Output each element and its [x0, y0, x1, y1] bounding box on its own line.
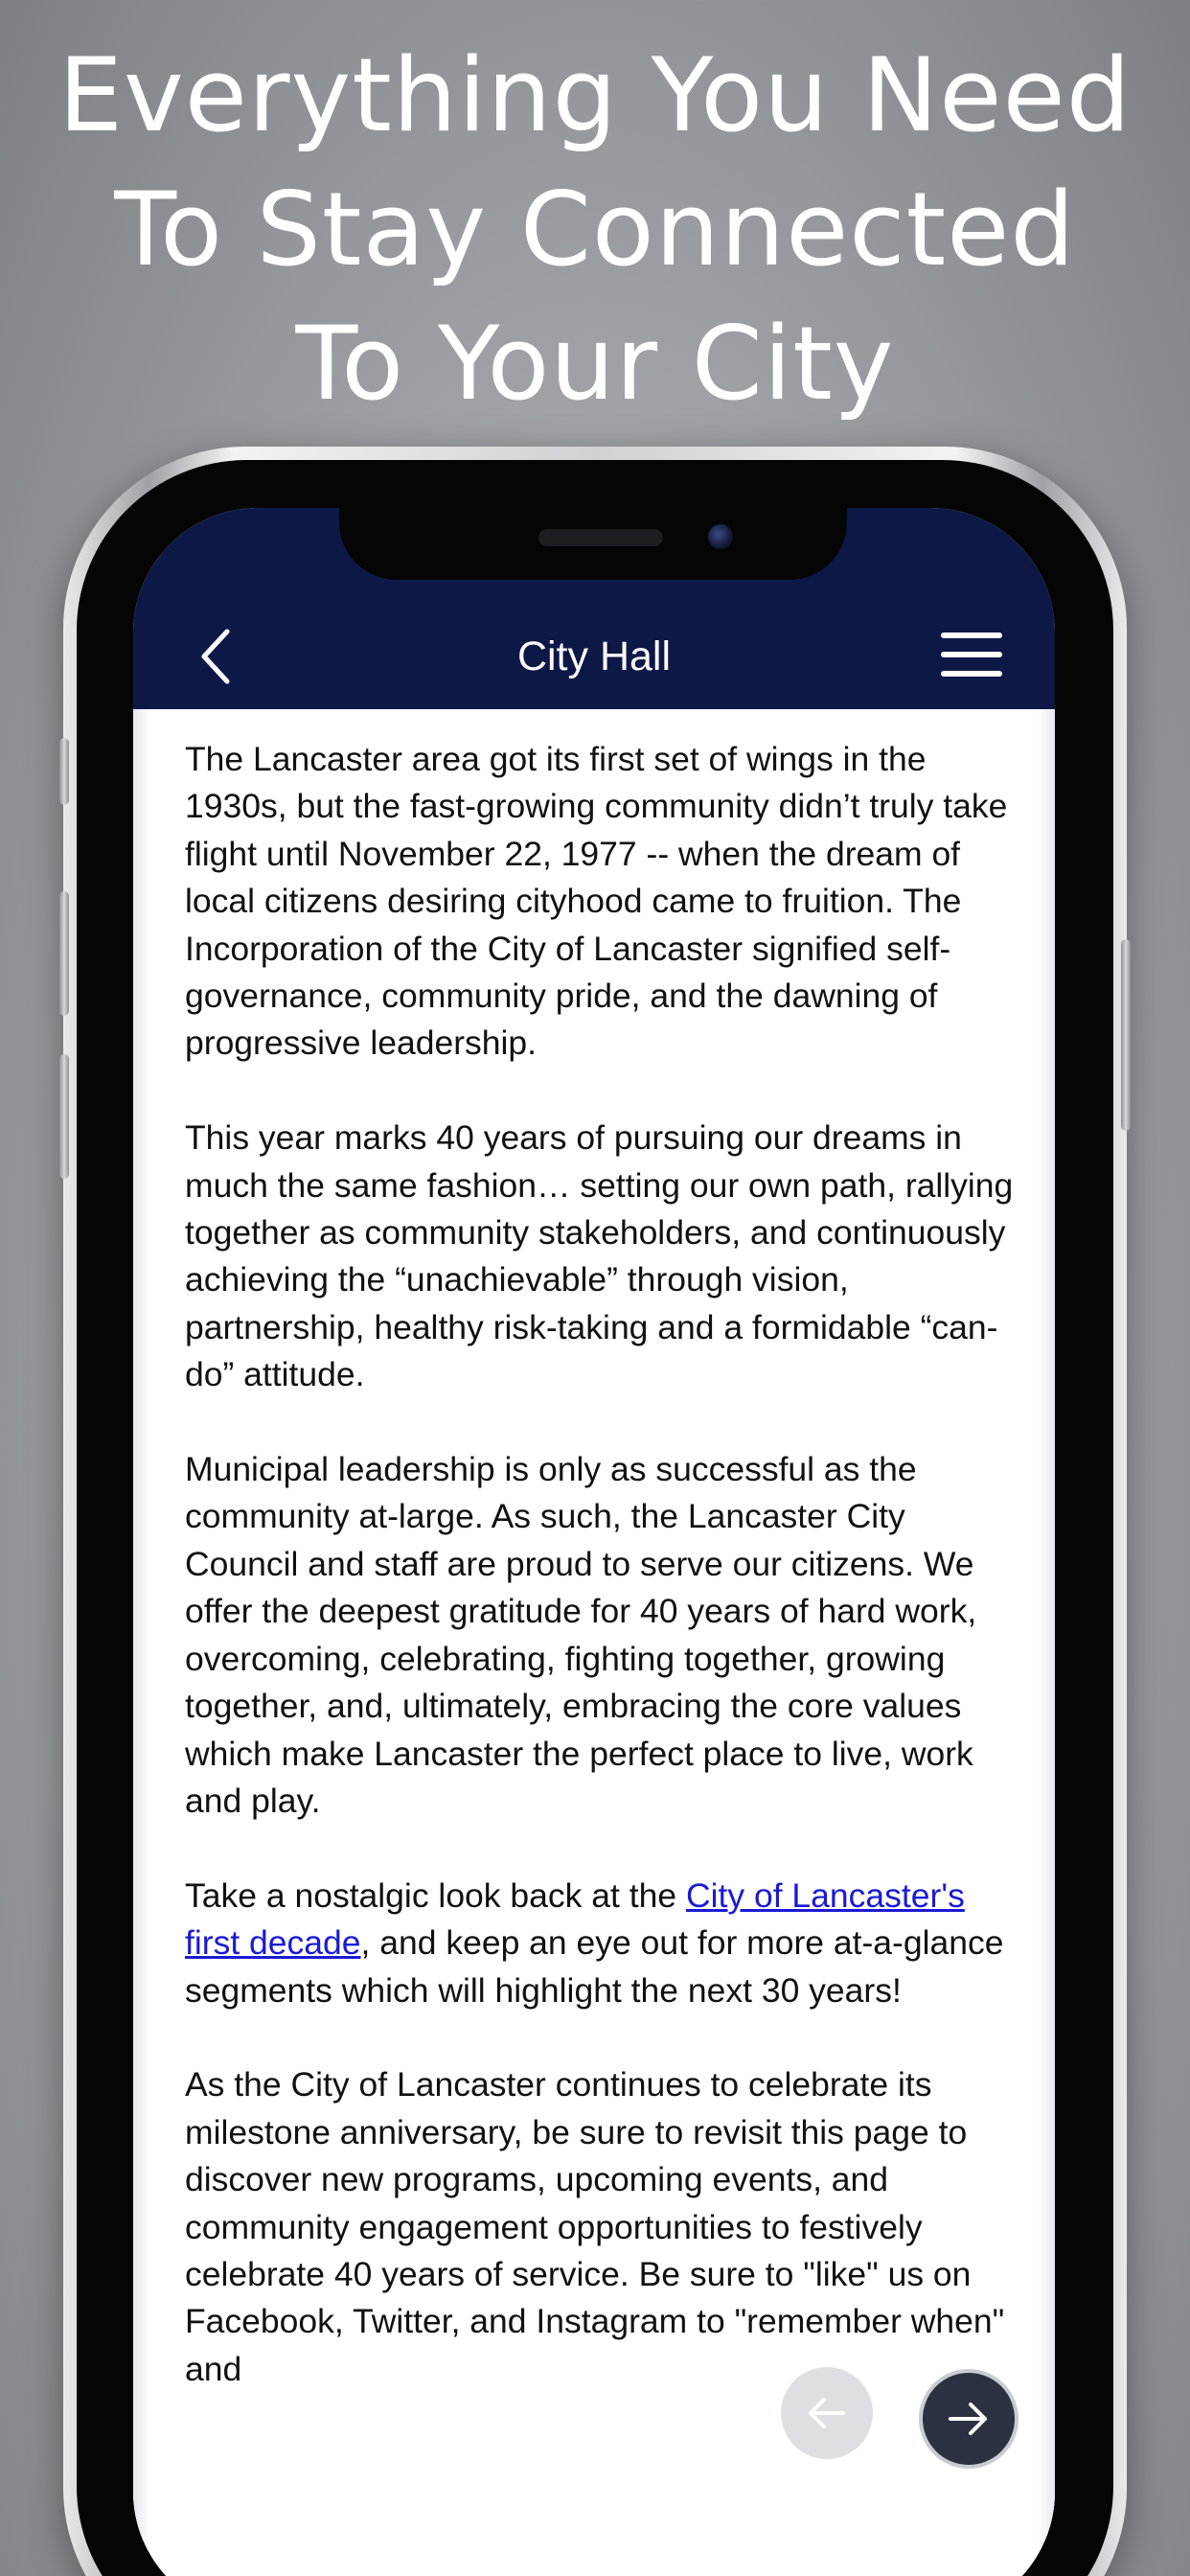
- phone-screen: [133, 508, 1055, 2576]
- article-content[interactable]: [133, 709, 1055, 2576]
- menu-button[interactable]: [941, 629, 1004, 682]
- front-camera: [708, 524, 733, 549]
- first-decade-link[interactable]: City of Lancaster's first decade: [185, 1875, 965, 1963]
- article-paragraph-5: As the City of Lancaster continues to celebrate its milestone anniversary, be sure to revisit this page to discover new programs, upcoming events, and community engagement opportunities to festively celebrate 40 years of service. Be sure to "like" us on Facebook, Twitter, and Instagram to "remember when" and: [185, 2065, 1005, 2388]
- content-left-edge: [133, 709, 150, 2576]
- phone-notch: [339, 508, 847, 580]
- phone-silent-switch: [59, 738, 69, 805]
- arrow-left-icon: [803, 2389, 851, 2437]
- article-paragraph-2: This year marks 40 years of pursuing our dreams in much the same fashion… setting our own path, rallying together as community stakeholders, and continuously achieving the “unachievable” through vision, partnership, healthy risk-taking and a formidable “can-do” attitude.: [185, 1118, 1014, 1394]
- arrow-right-icon: [943, 2393, 995, 2445]
- article-paragraph-4: [185, 1873, 1018, 2014]
- article-body: [185, 736, 1018, 2441]
- speaker-grille: [538, 529, 663, 546]
- headline-line-2: To Stay Connected: [114, 171, 1076, 288]
- content-right-edge: [1038, 709, 1055, 2576]
- paragraph-4-text-before: Take a nostalgic look back at the: [185, 1875, 686, 1915]
- paragraph-4-text-after: , and keep an eye out for more at-a-glance segments which will highlight the next 30 years!: [185, 1923, 1004, 2010]
- headline-line-3: To Your City: [295, 305, 895, 423]
- headline-line-1: Everything You Need: [58, 36, 1132, 154]
- phone-volume-up-button: [59, 891, 69, 1016]
- article-paragraph-1: The Lancaster area got its first set of wings in the 1930s, but the fast-growing community didn’t truly take flight until November 22, 1977 -- when the dream of local citizens desiring cityhood came to fruition. The Incorporation of the City of Lancaster signified self-governance, community pride, and the dawning of progressive leadership.: [185, 740, 1008, 1063]
- promo-headline: [0, 29, 1190, 431]
- phone-power-button: [1121, 939, 1131, 1131]
- article-paragraph-3: Municipal leadership is only as successful as the community at-large. As such, the Lancaster City Council and staff are proud to serve our citizens. We offer the deepest gratitude for 40 years of hard work, overcoming, celebrating, fighting together, growing together, and, ultimately, embracing the core values which make Lancaster the perfect place to live, work and play.: [185, 1450, 977, 1820]
- page-title: City Hall: [516, 633, 672, 679]
- nav-bar: [133, 508, 1055, 709]
- phone-volume-down-button: [59, 1054, 69, 1179]
- next-page-button[interactable]: [919, 2369, 1018, 2469]
- previous-page-button[interactable]: [781, 2367, 873, 2459]
